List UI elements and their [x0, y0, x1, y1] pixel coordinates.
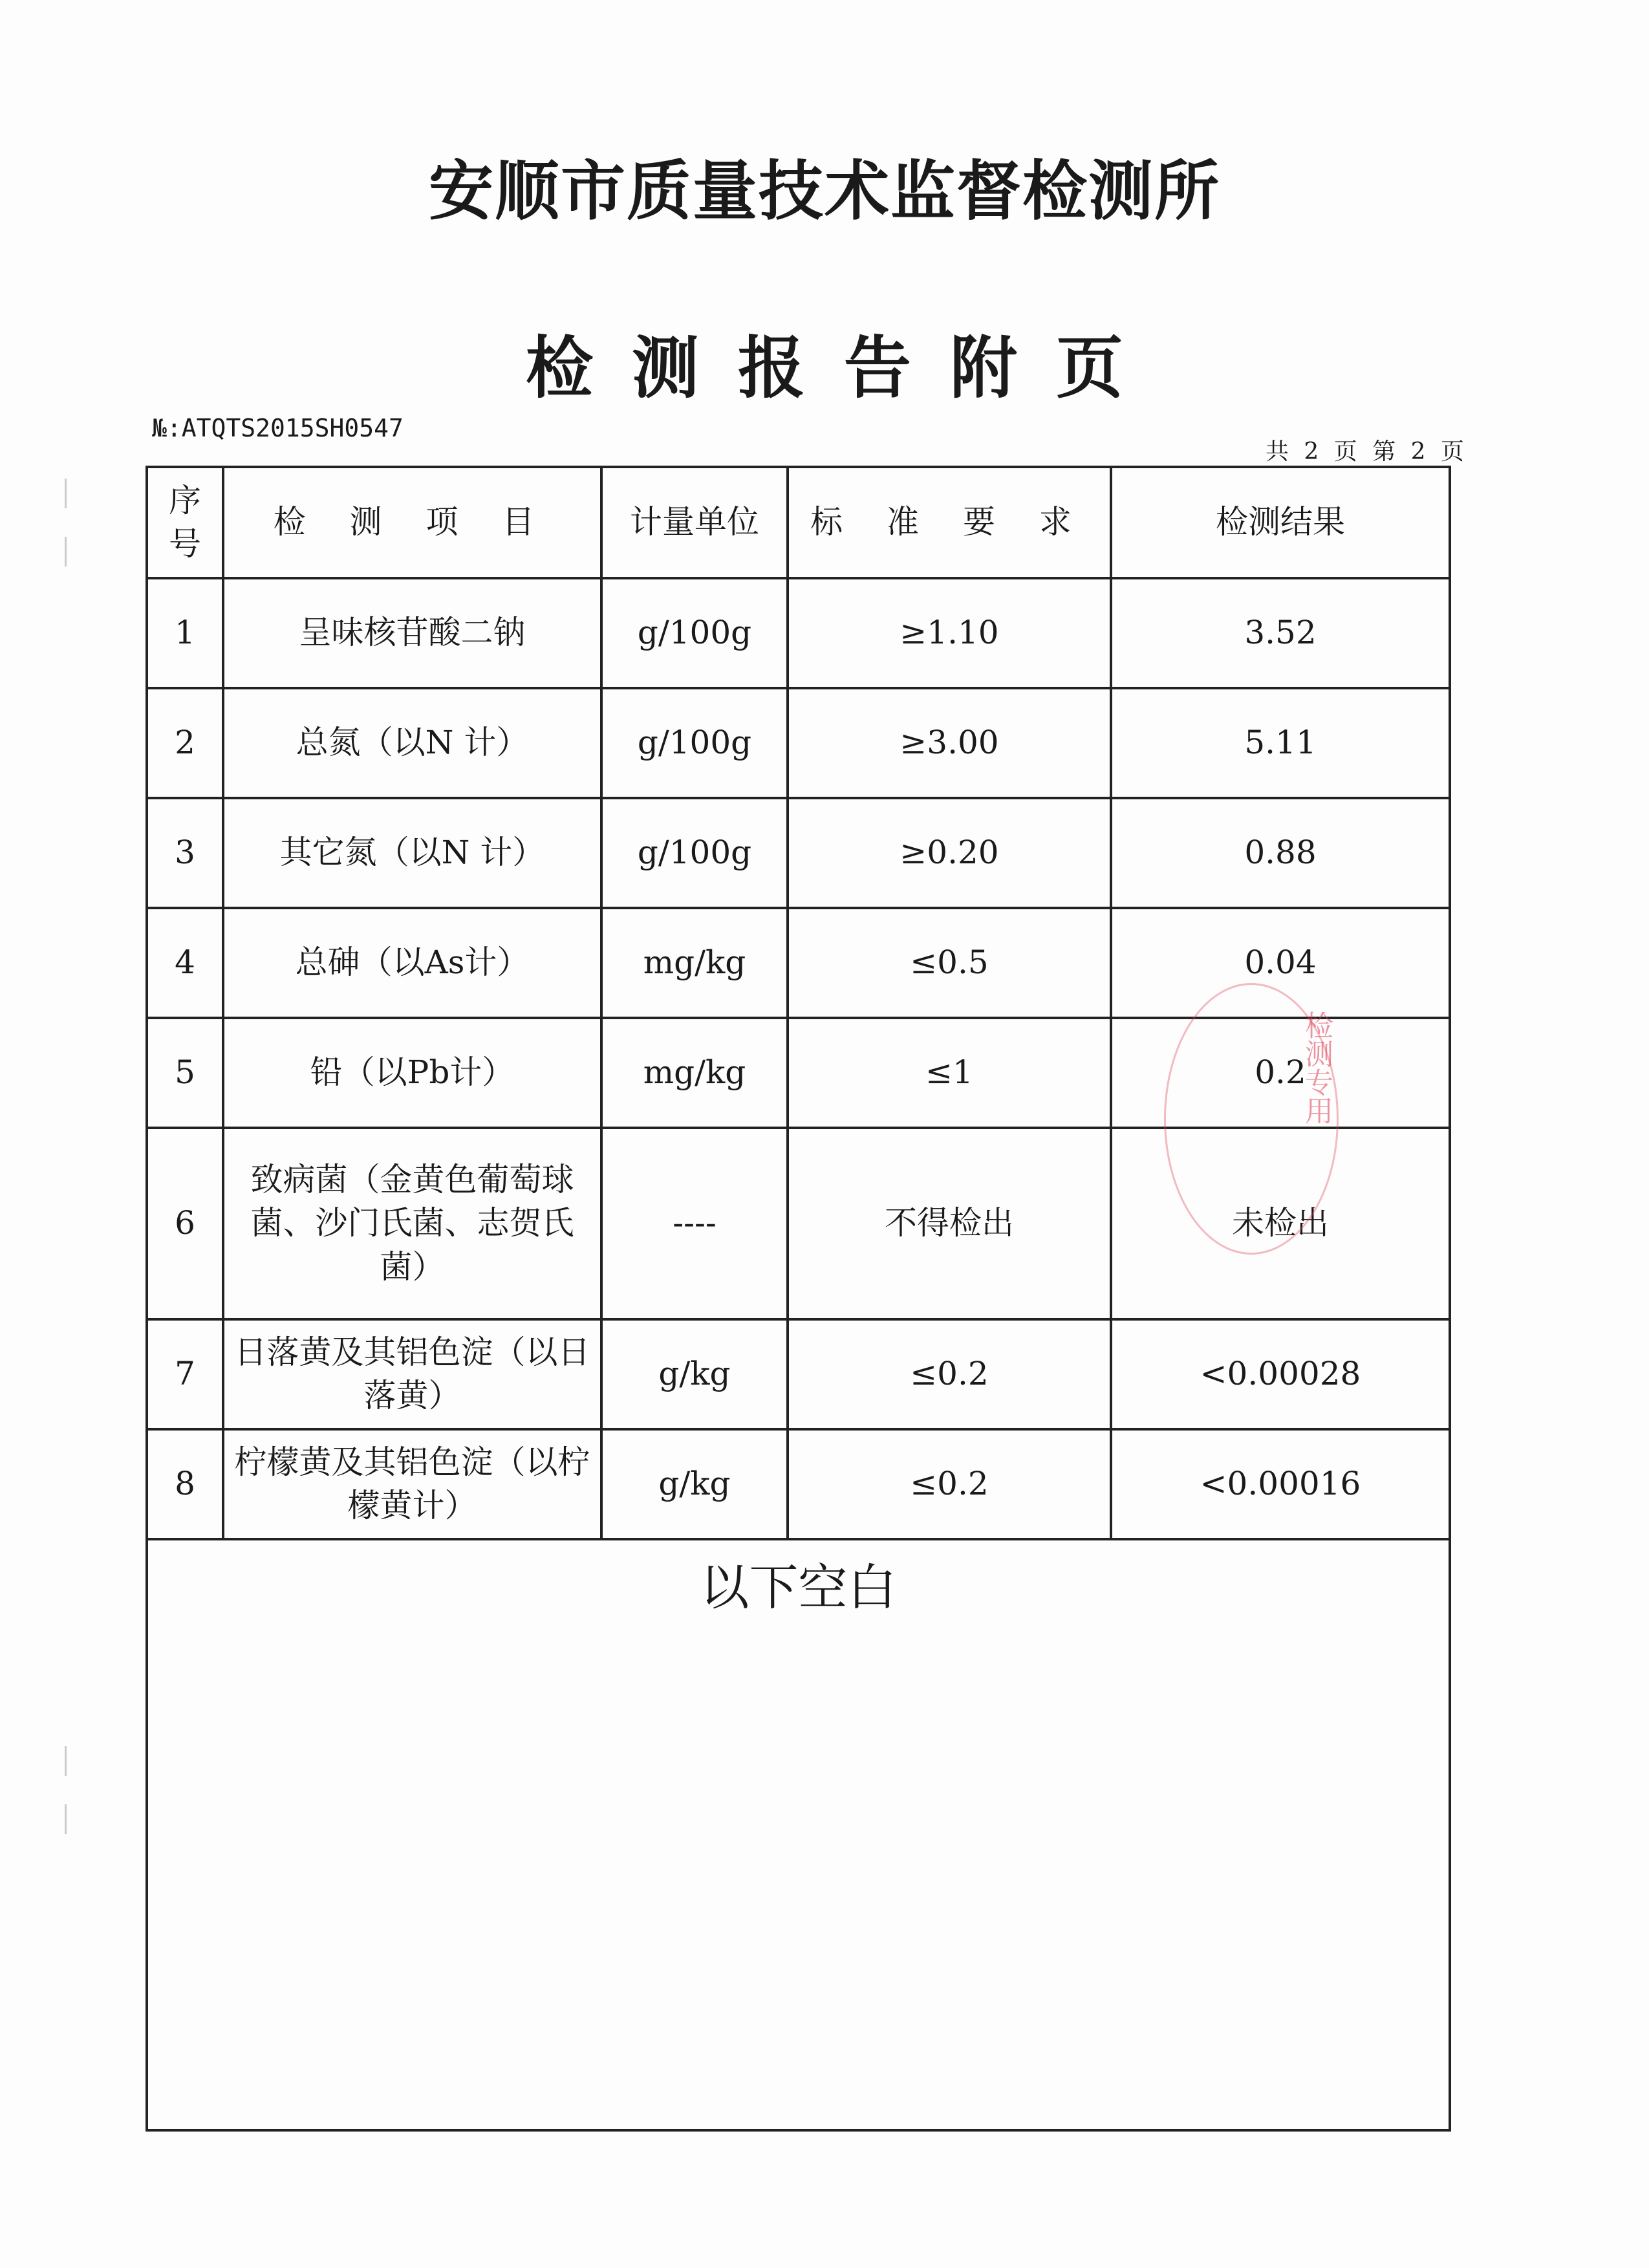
- row-unit: g/kg: [601, 1319, 788, 1429]
- row-item: 呈味核苷酸二钠: [223, 578, 601, 688]
- row-no: 6: [147, 1128, 223, 1319]
- punch-mark: [65, 479, 78, 508]
- row-standard: ≥0.20: [788, 798, 1111, 908]
- punch-mark: [65, 1746, 78, 1776]
- punch-mark: [65, 1804, 78, 1834]
- row-standard: ≥1.10: [788, 578, 1111, 688]
- table-row: [147, 798, 1450, 908]
- report-number: №:ATQTS2015SH0547: [152, 414, 404, 442]
- row-item: 总砷（以As计）: [223, 908, 601, 1018]
- test-results-table: [146, 466, 1451, 2132]
- row-standard: ≥3.00: [788, 688, 1111, 798]
- inspection-stamp: 检测专用: [1164, 983, 1339, 1255]
- row-result: 3.52: [1111, 578, 1450, 688]
- row-standard: ≤0.2: [788, 1319, 1111, 1429]
- row-item: 铅（以Pb计）: [223, 1018, 601, 1128]
- row-no: 3: [147, 798, 223, 908]
- punch-mark: [65, 537, 78, 567]
- row-result: <0.00016: [1111, 1429, 1450, 1539]
- row-unit: g/100g: [601, 578, 788, 688]
- header-result: 检测结果: [1111, 467, 1450, 578]
- row-unit: g/kg: [601, 1429, 788, 1539]
- page-count: 共 2 页 第 2 页: [1265, 438, 1468, 465]
- row-item: 日落黄及其铝色淀（以日落黄）: [223, 1319, 601, 1429]
- table-row: [147, 1429, 1450, 1539]
- row-result: 0.88: [1111, 798, 1450, 908]
- row-standard: 不得检出: [788, 1128, 1111, 1319]
- header-unit: 计量单位: [601, 467, 788, 578]
- row-standard: ≤0.2: [788, 1429, 1111, 1539]
- row-unit: g/100g: [601, 688, 788, 798]
- row-unit: mg/kg: [601, 1018, 788, 1128]
- header-item: 检 测 项 目: [223, 467, 601, 578]
- report-title: 检测报告附页: [525, 329, 1162, 407]
- table-header-row: [147, 467, 1450, 578]
- row-item: 总氮（以N 计）: [223, 688, 601, 798]
- row-item: 其它氮（以N 计）: [223, 798, 601, 908]
- header-no: 序号: [147, 467, 223, 578]
- table-row: [147, 688, 1450, 798]
- row-unit: mg/kg: [601, 908, 788, 1018]
- row-no: 2: [147, 688, 223, 798]
- row-result: 0.2: [1111, 1018, 1450, 1128]
- row-result: 5.11: [1111, 688, 1450, 798]
- row-unit: g/100g: [601, 798, 788, 908]
- row-standard: ≤1: [788, 1018, 1111, 1128]
- row-result: 0.04: [1111, 908, 1450, 1018]
- row-no: 1: [147, 578, 223, 688]
- row-no: 5: [147, 1018, 223, 1128]
- row-standard: ≤0.5: [788, 908, 1111, 1018]
- row-no: 8: [147, 1429, 223, 1539]
- row-no: 4: [147, 908, 223, 1018]
- blank-row: [147, 1539, 1450, 2130]
- row-item: 柠檬黄及其铝色淀（以柠檬黄计）: [223, 1429, 601, 1539]
- table-row: [147, 578, 1450, 688]
- row-result: 未检出: [1111, 1128, 1450, 1319]
- row-result: <0.00028: [1111, 1319, 1450, 1429]
- row-unit: ----: [601, 1128, 788, 1319]
- table-row: [147, 1319, 1450, 1429]
- blank-note: 以下空白: [147, 1539, 1450, 2130]
- row-item: 致病菌（金黄色葡萄球菌、沙门氏菌、志贺氏菌）: [223, 1128, 601, 1319]
- row-no: 7: [147, 1319, 223, 1429]
- organization-title: 安顺市质量技术监督检测所: [429, 153, 1220, 229]
- header-standard: 标 准 要 求: [788, 467, 1111, 578]
